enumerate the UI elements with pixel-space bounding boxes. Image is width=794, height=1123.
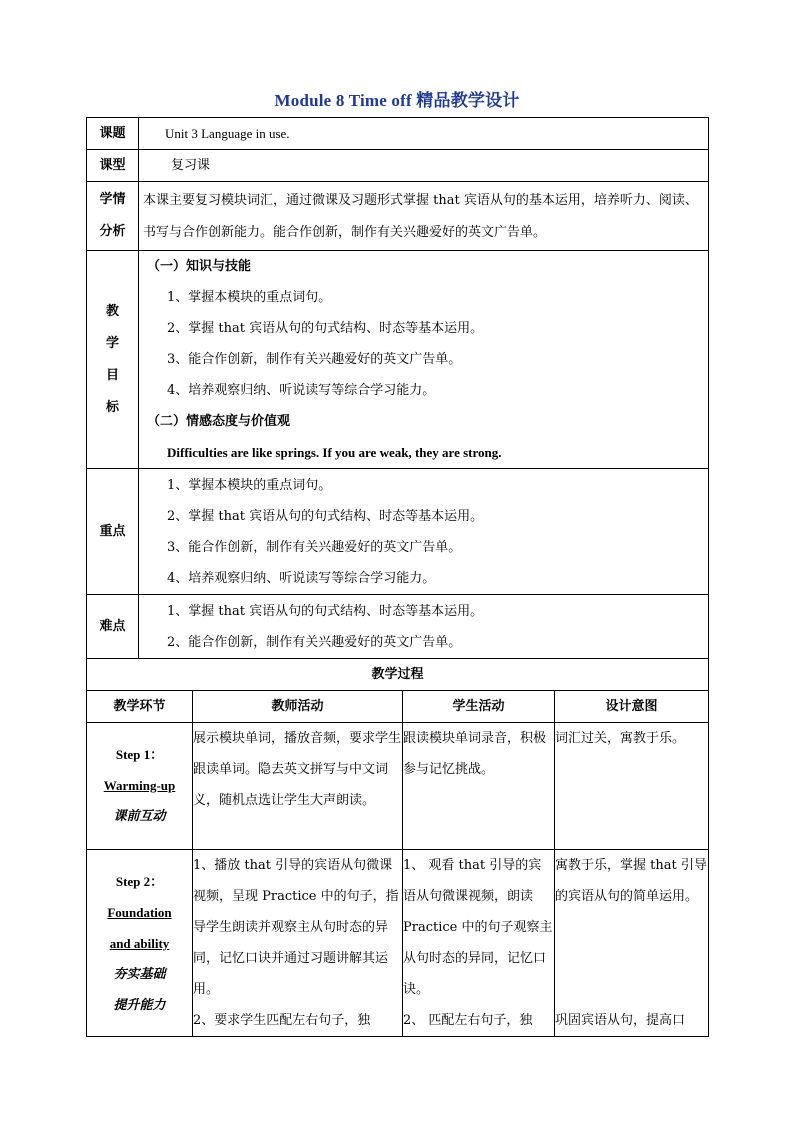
- step-2-teacher-item: 2、要求学生匹配左右句子，独: [193, 1013, 371, 1028]
- row-type: [87, 150, 709, 182]
- step-2-purpose-item: 寓教于乐，掌握 that 引导的宾语从句的简单运用。: [555, 858, 707, 904]
- objectives-section2-heading: （二）情感态度与价值观: [147, 414, 291, 429]
- row-topic: [87, 118, 709, 150]
- type-value: 复习课: [139, 150, 709, 182]
- objectives-label-char: 目: [105, 367, 119, 383]
- difficult-points-content: [139, 595, 709, 659]
- objectives-label: [87, 251, 139, 469]
- difficult-point-item: 1、掌握 that 宾语从句的句式结构、时态等基本运用。: [167, 604, 484, 619]
- key-point-item: 3、能合作创新，制作有关兴趣爱好的英文广告单。: [167, 540, 462, 555]
- step-2-teacher-item: 1、播放 that 引导的宾语从句微课视频，呈现 Practice 中的句子，指导学生朗读并观察主从句时态的异同，记忆口诀并通过习题讲解其运用。: [193, 858, 399, 997]
- row-difficult-points: [87, 595, 709, 659]
- row-process-heading: [87, 659, 709, 691]
- column-header: 教师活动: [193, 691, 403, 723]
- step-2-teacher-activity: [193, 850, 403, 1037]
- step-1-teacher-activity: 展示模块单词，播放音频，要求学生跟读单词。隐去英文拼写与中文词义，随机点选让学生大声朗读。: [193, 723, 403, 850]
- step-2-purpose-item: 巩固宾语从句，提高口: [555, 1013, 686, 1028]
- objectives-item: 1、掌握本模块的重点词句。: [167, 290, 332, 305]
- step-2-name-cn: 提升能力: [113, 998, 166, 1013]
- step-1-name-en: Warming-up: [103, 778, 176, 793]
- row-analysis: [87, 182, 709, 251]
- row-step-1: [87, 723, 709, 850]
- step-1-student-activity: 跟读模块单词录音，积极参与记忆挑战。: [403, 723, 555, 850]
- step-2-number: Step 2：: [115, 874, 164, 889]
- row-key-points: [87, 469, 709, 595]
- objectives-content: [139, 251, 709, 469]
- objectives-section1-heading: （一）知识与技能: [147, 259, 252, 274]
- difficult-point-item: 2、能合作创新，制作有关兴趣爱好的英文广告单。: [167, 635, 462, 650]
- step-1-name-cn: 课前互动: [113, 809, 166, 824]
- lesson-plan-table: [86, 117, 709, 1037]
- step-2-label: [87, 850, 193, 1037]
- objectives-label-char: 标: [105, 399, 119, 415]
- step-2-name-en: and ability: [109, 936, 170, 951]
- objectives-item: 2、掌握 that 宾语从句的句式结构、时态等基本运用。: [167, 321, 484, 336]
- process-heading: 教学过程: [87, 659, 709, 691]
- key-points-content: [139, 469, 709, 595]
- page-title: Module 8 Time off 精品教学设计: [274, 91, 520, 110]
- column-header: 教学环节: [87, 691, 193, 723]
- step-2-student-activity: [403, 850, 555, 1037]
- objectives-label-char: 学: [105, 335, 119, 351]
- step-2-design-purpose: [555, 850, 709, 1037]
- key-point-item: 1、掌握本模块的重点词句。: [167, 478, 332, 493]
- key-point-item: 2、掌握 that 宾语从句的句式结构、时态等基本运用。: [167, 509, 484, 524]
- analysis-label-line: 学情: [99, 192, 126, 207]
- type-label: 课型: [87, 150, 139, 182]
- analysis-label-line: 分析: [99, 224, 126, 239]
- step-1-number: Step 1：: [115, 747, 164, 762]
- step-2-name-en: Foundation: [107, 905, 172, 920]
- step-2-name-cn: 夯实基础: [113, 967, 166, 982]
- step-2-student-item: 2、 匹配左右句子，独: [403, 1013, 533, 1028]
- row-step-2: [87, 850, 709, 1037]
- objectives-item: 4、培养观察归纳、听说读写等综合学习能力。: [167, 383, 436, 398]
- step-1-label: [87, 723, 193, 850]
- step-1-design-purpose: 词汇过关，寓教于乐。: [555, 723, 709, 850]
- objectives-label-char: 教: [105, 303, 119, 319]
- objectives-motto: Difficulties are like springs. If you are weak, they are strong.: [167, 445, 502, 460]
- difficult-points-label: 难点: [87, 595, 139, 659]
- topic-value: Unit 3 Language in use.: [139, 118, 709, 150]
- step-2-student-item: 1、 观看 that 引导的宾语从句微课视频，朗读 Practice 中的句子观察主从句时态的异同，记忆口诀。: [403, 858, 553, 997]
- row-objectives: [87, 251, 709, 469]
- key-point-item: 4、培养观察归纳、听说读写等综合学习能力。: [167, 571, 436, 586]
- analysis-text: 本课主要复习模块词汇，通过微课及习题形式掌握 that 宾语从句的基本运用，培养听力、阅读、书写与合作创新能力。能合作创新，制作有关兴趣爱好的英文广告单。: [139, 182, 709, 251]
- analysis-label: [87, 182, 139, 251]
- objectives-item: 3、能合作创新，制作有关兴趣爱好的英文广告单。: [167, 352, 462, 367]
- topic-label: 课题: [87, 118, 139, 150]
- column-header: 设计意图: [555, 691, 709, 723]
- column-header: 学生活动: [403, 691, 555, 723]
- row-process-columns: [87, 691, 709, 723]
- key-points-label: 重点: [87, 469, 139, 595]
